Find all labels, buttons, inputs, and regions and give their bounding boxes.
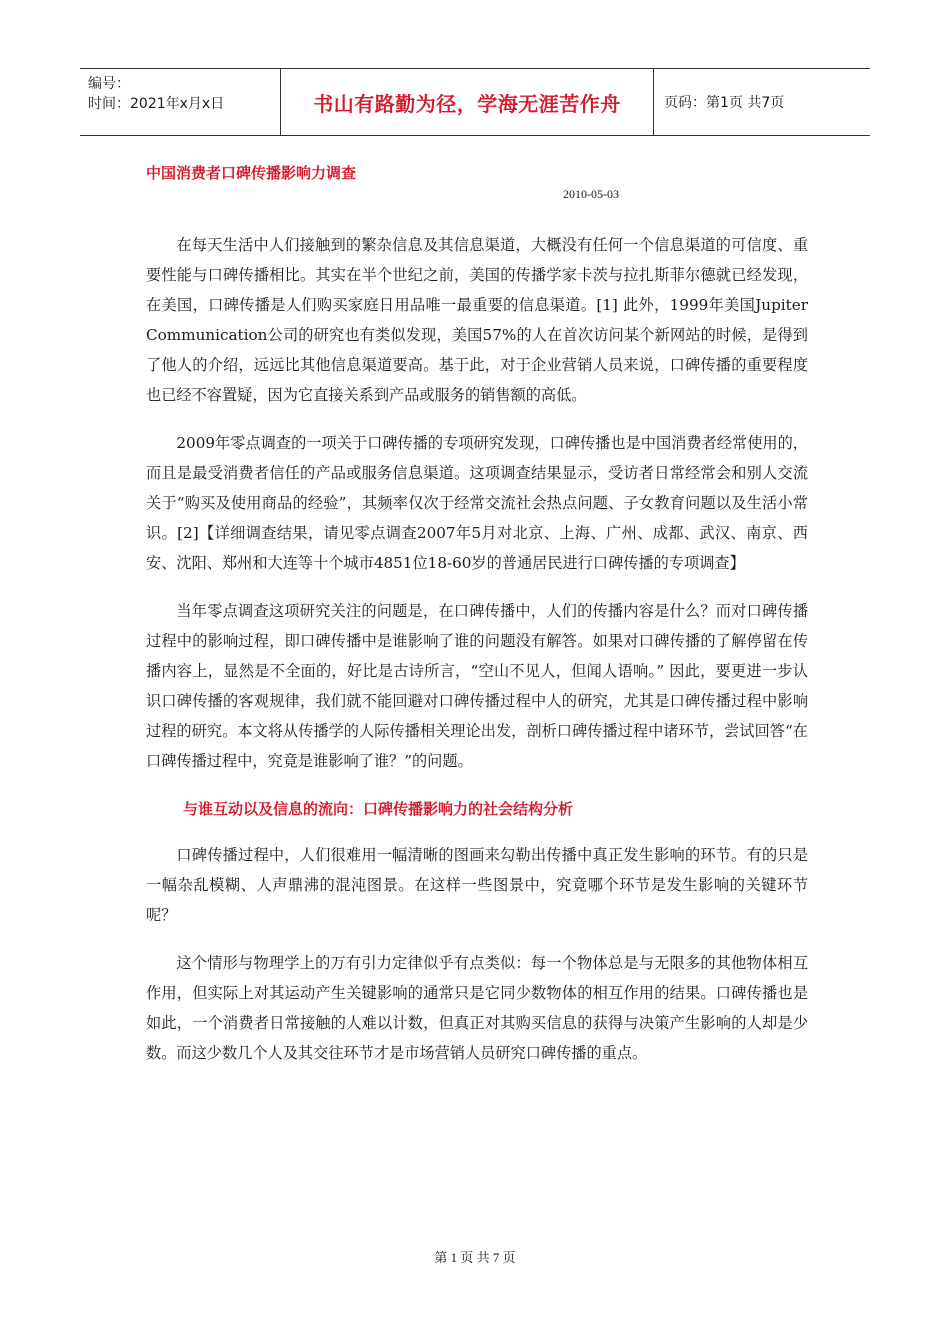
- paragraph: 这个情形与物理学上的万有引力定律似乎有点类似：每一个物体总是与无限多的其他物体相互作用，但实际上对其运动产生关键影响的通常只是它同少数物体的相互作用的结果。口碑传播也是如此，一个消费者日常接触的人难以计数，但真正对其购买信息的获得与决策产生影响的人却是少数。而这少数几个人及其交往环节才是市场营销人员研究口碑传播的重点。: [146, 954, 808, 1062]
- time-label: 时间：2021年x月x日: [88, 96, 225, 112]
- header-motto-cell: [281, 69, 654, 135]
- paragraph: 在每天生活中人们接触到的繁杂信息及其信息渠道，大概没有任何一个信息渠道的可信度、重要性能与口碑传播相比。其实在半个世纪之前，美国的传播学家卡茨与拉扎斯菲尔德就已经发现，在美国，口碑传播是人们购买家庭日用品唯一最重要的信息渠道。[1] 此外，1999年美国Jupiter Communication公司的研究也有类似发现，美国57%的人在首次访问某个新网站的时候，是得到了他人的介绍，远远比其他信息渠道要高。基于此，对于企业营销人员来说，口碑传播的重要程度也已经不容置疑，因为它直接关系到产品或服务的销售额的高低。: [146, 236, 808, 404]
- header-page-info: 页码：第1页 共7页: [664, 95, 785, 111]
- document-date: 2010-05-03: [563, 187, 619, 201]
- header-motto: 书山有路勤为径，学海无涯苦作舟: [313, 91, 621, 116]
- page-footer: 第 1 页 共 7 页: [434, 1250, 516, 1265]
- paragraph: 口碑传播过程中，人们很难用一幅清晰的图画来勾勒出传播中真正发生影响的环节。有的只是一幅杂乱模糊、人声鼎沸的混沌图景。在这样一些图景中，究竟哪个环节是发生影响的关键环节呢？: [146, 846, 808, 924]
- section-heading: 与谁互动以及信息的流向：口碑传播影响力的社会结构分析: [183, 800, 574, 818]
- paragraph: 2009年零点调查的一项关于口碑传播的专项研究发现，口碑传播也是中国消费者经常使用的，而且是最受消费者信任的产品或服务信息渠道。这项调查结果显示，受访者日常经常会和别人交流关于“购买及使用商品的经验”，其频率仅次于经常交流社会热点问题、子女教育问题以及生活小常识。[2]【详细调查结果，请见零点调查2007年5月对北京、上海、广州、成都、武汉、南京、西安、沈阳、郑州和大连等十个城市4851位18-60岁的普通居民进行口碑传播的专项调查】: [146, 434, 808, 572]
- document-header: [80, 68, 870, 136]
- paragraph: 当年零点调查这项研究关注的问题是，在口碑传播中，人们的传播内容是什么？而对口碑传播过程中的影响过程，即口碑传播中是谁影响了谁的问题没有解答。如果对口碑传播的了解停留在传播内容上，显然是不全面的，好比是古诗所言，“空山不见人，但闻人语响。” 因此，要更进一步认识口碑传播的客观规律，我们就不能回避对口碑传播过程中人的研究，尤其是口碑传播过程中影响过程的研究。本文将从传播学的人际传播相关理论出发，剖析口碑传播过程中诸环节，尝试回答“在口碑传播过程中，究竟是谁影响了谁？”的问题。: [146, 602, 808, 770]
- document-title: 中国消费者口碑传播影响力调查: [146, 164, 357, 182]
- document-body: [146, 230, 808, 1086]
- number-label: 编号：: [88, 76, 130, 92]
- header-meta: [80, 69, 281, 135]
